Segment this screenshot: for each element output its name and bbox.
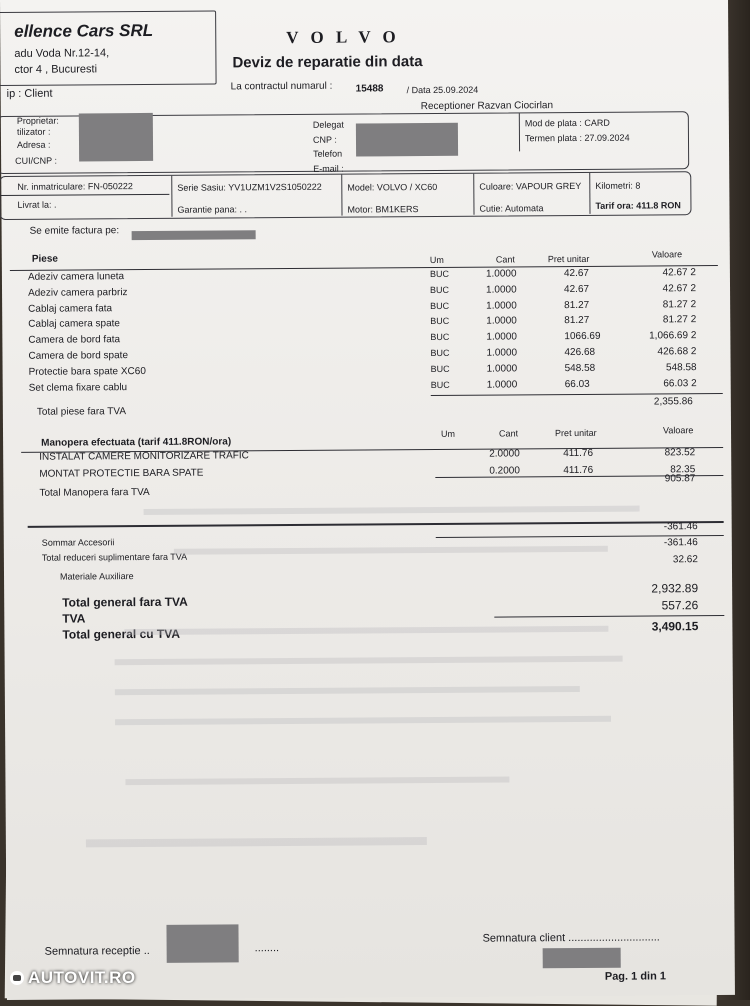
part-value: 42.67 2 <box>662 267 696 279</box>
labor-total-label: Total Manopera fara TVA <box>39 486 150 499</box>
part-unit-price: 81.27 <box>564 315 590 327</box>
labor-header-name: Manopera efectuata (tarif 411.8RON/ora) <box>41 436 232 449</box>
car-logo-icon <box>10 971 24 985</box>
document-title: Deviz de reparatie din data <box>232 53 423 72</box>
watermark-logo <box>10 968 136 988</box>
labor-total-value: 905.87 <box>664 473 696 485</box>
reception-signature-dots: ........ <box>254 942 280 955</box>
labor-header-um: Um <box>441 428 456 439</box>
chassis-series: Serie Sasiu: YV1UZM1V2S1050222 <box>177 181 322 193</box>
total-with-vat-label: Total general cu TVA <box>62 626 181 642</box>
auxiliary-materials-value: 32.62 <box>672 554 698 566</box>
labor-header-cant: Cant <box>499 428 519 439</box>
part-um: BUC <box>430 363 450 374</box>
labor-name: INSTALAT CAMERE MONITORIZARE TRAFIC <box>39 450 249 463</box>
client-type: ip : Client <box>6 87 53 100</box>
auxiliary-materials-label: Materiale Auxiliare <box>59 571 134 582</box>
discount-top-value: -361.46 <box>663 521 698 533</box>
vehicle-model: Model: VOLVO / XC60 <box>347 181 438 193</box>
part-value: 548.58 <box>665 361 697 374</box>
part-quantity: 1.0000 <box>486 331 517 343</box>
part-um: BUC <box>429 284 450 295</box>
labor-name: MONTAT PROTECTIE BARA SPATE <box>39 467 204 480</box>
vehicle-color: Culoare: VAPOUR GREY <box>479 180 582 192</box>
part-name: Set clema fixare cablu <box>28 381 128 394</box>
part-quantity: 1.0000 <box>486 315 517 328</box>
email-label: E-mail : <box>313 163 344 174</box>
contract-label: La contractul numarul : <box>230 80 333 93</box>
part-unit-price: 81.27 <box>564 299 590 311</box>
client-signature-label: Semnatura client .............................. <box>482 931 660 945</box>
page-number: Pag. 1 din 1 <box>604 970 667 983</box>
delivered-at: Livrat la: . <box>17 199 57 210</box>
labor-unit-price: 411.76 <box>563 447 594 460</box>
company-address-line-2: ctor 4 , Bucuresti <box>14 63 98 76</box>
part-name: Adeziv camera parbriz <box>28 286 128 299</box>
redacted-client-details <box>79 113 153 162</box>
vehicle-info-box <box>0 171 692 220</box>
owner-label: Proprietar: <box>16 115 59 126</box>
contract-number: 15488 <box>355 83 384 95</box>
labor-header-row <box>3 425 731 449</box>
labor-header-valoare: Valoare <box>662 425 694 436</box>
parts-total-label: Total piese fara TVA <box>36 406 127 418</box>
company-name: ellence Cars SRL <box>14 20 154 41</box>
warranty-until: Garantie pana: . . <box>177 204 248 215</box>
parts-header-cant: Cant <box>495 254 515 265</box>
invoice-to-label: Se emite factura pe: <box>29 225 120 237</box>
part-unit-price: 42.67 <box>563 283 590 295</box>
part-value: 42.67 2 <box>662 282 697 295</box>
part-value: 426.68 2 <box>657 346 697 358</box>
labor-value: 82.35 <box>670 464 696 476</box>
part-name: Camera de bord spate <box>28 350 129 362</box>
labor-quantity: 2.0000 <box>489 448 520 460</box>
part-um: BUC <box>430 347 450 359</box>
labor-header-pret: Pret unitar <box>555 427 597 439</box>
redacted-reception-signature <box>166 924 238 963</box>
part-name: Adeziv camera luneta <box>27 271 125 283</box>
part-quantity: 1.0000 <box>486 347 518 359</box>
part-name: Cablaj camera fata <box>28 302 113 315</box>
total-without-vat-label: Total general fara TVA <box>62 594 188 610</box>
payment-method: Mod de plata : CARD <box>524 117 610 129</box>
delegate-label: Delegat <box>312 119 344 130</box>
part-name: Protectie bara spate XC60 <box>28 365 146 378</box>
part-quantity: 1.0000 <box>486 299 517 312</box>
address-label: Adresa : <box>16 139 51 150</box>
part-value: 1,066.69 2 <box>649 330 697 342</box>
registration-number: Nr. inmatriculare: FN-050222 <box>17 181 133 192</box>
part-quantity: 1.0000 <box>485 284 517 296</box>
part-quantity: 1.0000 <box>485 268 517 280</box>
part-um: BUC <box>430 332 450 343</box>
redacted-delegate-details <box>356 123 458 157</box>
total-without-vat-value: 2,932.89 <box>651 581 699 596</box>
sommar-accesorii-value: -361.46 <box>663 537 698 549</box>
part-value: 81.27 2 <box>662 314 697 326</box>
part-unit-price: 426.68 <box>564 346 596 359</box>
document-date: / Data 25.09.2024 <box>406 84 479 96</box>
receptioner-name: Receptioner Razvan Ciocirlan <box>420 100 554 113</box>
cnp-label: CNP : <box>312 134 337 145</box>
redacted-client-signature <box>543 948 621 969</box>
part-unit-price: 548.58 <box>564 362 596 374</box>
total-with-vat-value: 3,490.15 <box>651 619 699 634</box>
company-address-line-1: adu Voda Nr.12-14, <box>14 47 110 60</box>
part-quantity: 1.0000 <box>486 363 518 375</box>
part-um: BUC <box>430 300 450 311</box>
part-um: BUC <box>429 268 449 280</box>
brand-logo-text: V O L V O <box>286 27 400 48</box>
table-row <box>3 447 731 466</box>
payment-term: Termen plata : 27.09.2024 <box>524 132 630 144</box>
part-value: 66.03 2 <box>663 377 697 389</box>
part-unit-price: 1066.69 <box>564 331 601 343</box>
cui-cnp-label: CUI/CNP : <box>15 155 58 166</box>
vat-value: 557.26 <box>661 598 699 613</box>
labor-unit-price: 411.76 <box>563 464 594 477</box>
user-label: tilizator : <box>16 126 51 137</box>
part-unit-price: 66.03 <box>564 378 590 390</box>
vehicle-engine: Motor: BM1KERS <box>347 204 419 215</box>
parts-header-valoare: Valoare <box>651 249 683 260</box>
parts-header-name: Piese <box>31 253 58 265</box>
watermark-text: AUTOVIT.RO <box>28 968 136 987</box>
phone-label: Telefon <box>313 148 343 159</box>
gearbox: Cutie: Automata <box>479 203 544 214</box>
parts-header-pret: Pret unitar <box>547 253 590 265</box>
parts-total-value: 2,355.86 <box>653 396 693 408</box>
part-name: Camera de bord fata <box>28 334 121 346</box>
labor-value: 823.52 <box>664 447 696 459</box>
part-um: BUC <box>430 379 450 390</box>
hourly-rate: Tarif ora: 411.8 RON <box>595 200 681 211</box>
reverse-side-showthrough <box>63 465 685 829</box>
sommar-accesorii-label: Sommar Accesorii <box>41 537 115 548</box>
part-name: Cablaj camera spate <box>28 318 121 331</box>
reception-signature-label: Semnatura receptie .. <box>44 944 150 958</box>
part-um: BUC <box>430 316 450 327</box>
part-unit-price: 42.67 <box>563 267 589 280</box>
labor-quantity: 0.2000 <box>489 465 520 477</box>
parts-header-um: Um <box>429 254 444 266</box>
part-quantity: 1.0000 <box>486 378 518 391</box>
mileage: Kilometri: 8 <box>595 180 641 191</box>
vat-label: TVA <box>62 611 86 626</box>
part-value: 81.27 2 <box>662 298 697 310</box>
extra-discounts-label: Total reduceri suplimentare fara TVA <box>41 551 188 563</box>
redacted-invoice-recipient <box>132 230 256 240</box>
